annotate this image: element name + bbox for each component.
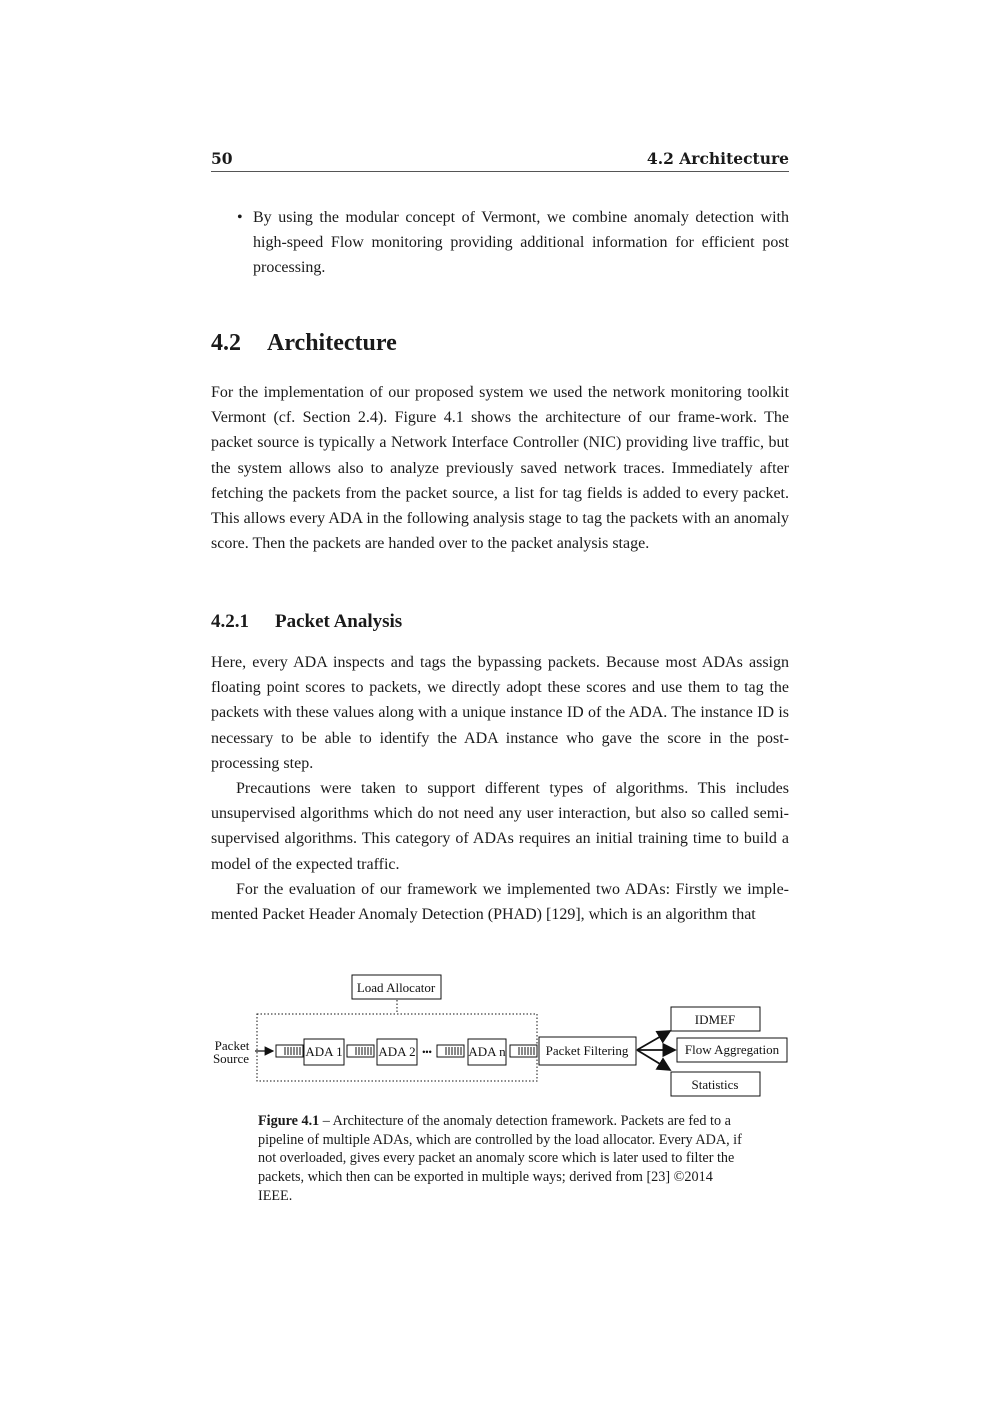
bullet-icon: • (237, 209, 243, 226)
running-section-title: 4.2 Architecture (646, 149, 789, 168)
section-heading (211, 330, 397, 357)
section-number: 4.2 (211, 330, 241, 356)
queue-icon (510, 1045, 537, 1057)
subsection-number: 4.2.1 (211, 611, 249, 632)
subsection-title: Packet Analysis (275, 611, 403, 632)
subsection-paragraph-2: Precautions were taken to support different types of algorithms. This includes unsupervised algorithms which do not need any user interaction, but also so called semi-supervised algorithms. This category of ADAs requires an initial training time to build a model of the expected traffic. (211, 780, 789, 873)
idmef-label: IDMEF (694, 1012, 736, 1027)
ada-n-label: ADA n (468, 1044, 506, 1059)
arrow-to-idmef (637, 1031, 670, 1050)
figure-caption-text: – Architecture of the anomaly detection framework. Packets are fed to a pipeline of multiple ADAs, which are controlled by the load allocator. Every ADA, if not overloaded, gives every packet an anomaly score which is later used to filter the packets, which then can be exported in multiple ways; derived from [23] ©2014 IEEE. (258, 1113, 742, 1204)
packet-filtering-label: Packet Filtering (545, 1043, 629, 1058)
queue-icon (347, 1045, 374, 1057)
statistics-label: Statistics (691, 1077, 739, 1092)
arrow-to-statistics (637, 1050, 670, 1070)
section-title: Architecture (267, 330, 397, 356)
figure-label: Figure 4.1 (258, 1113, 320, 1129)
figure-caption (258, 1112, 744, 1206)
architecture-diagram (205, 968, 795, 1104)
section-paragraph: For the implementation of our proposed system we used the network monitoring toolkit Vermont (cf. Section 2.4). Figure 4.1 shows the architecture of our frame-work. The packet source is typically a Network Interface Controller (NIC) providing live traffic, but the system allows also to analyze previously saved network traces. Immediately after fetching the packets from the packet source, a list for tag fields is added to every packet. This allows every ADA in the following analysis stage to tag the packets with an anomaly score. Then the packets are handed over to the packet analysis stage. (211, 384, 789, 553)
ada-1-label: ADA 1 (305, 1044, 343, 1059)
queue-icon (437, 1045, 464, 1057)
subsection-heading (211, 611, 402, 633)
ada-2-label: ADA 2 (378, 1044, 416, 1059)
flow-aggregation-label: Flow Aggregation (684, 1042, 780, 1057)
packet-source-label-1: Packet (214, 1038, 250, 1053)
subsection-paragraph-1: Here, every ADA inspects and tags the bypassing packets. Because most ADAs assign floating point scores to packets, we directly adopt these scores and use them to tag the packets with these values along with a unique instance ID of the ADA. The instance ID is necessary to be able to identify the ADA instance who gave the score in the post-processing step. (211, 654, 789, 772)
bullet-text: By using the modular concept of Vermont, we combine anomaly detection with high-speed Flow monitoring providing additional information for efficient post processing. (253, 209, 789, 277)
packet-source-label-2: Source (212, 1051, 250, 1066)
queue-icon (276, 1045, 303, 1057)
load-allocator-label: Load Allocator (356, 980, 436, 995)
subsection-paragraph-3: For the evaluation of our framework we implemented two ADAs: Firstly we imple-mented Packet Header Anomaly Detection (PHAD) [129], which is an algorithm that (211, 881, 789, 924)
architecture-figure (205, 968, 795, 1104)
ellipsis-label: ••• (422, 1047, 432, 1057)
page-number: 50 (211, 149, 233, 168)
running-header (211, 149, 789, 172)
